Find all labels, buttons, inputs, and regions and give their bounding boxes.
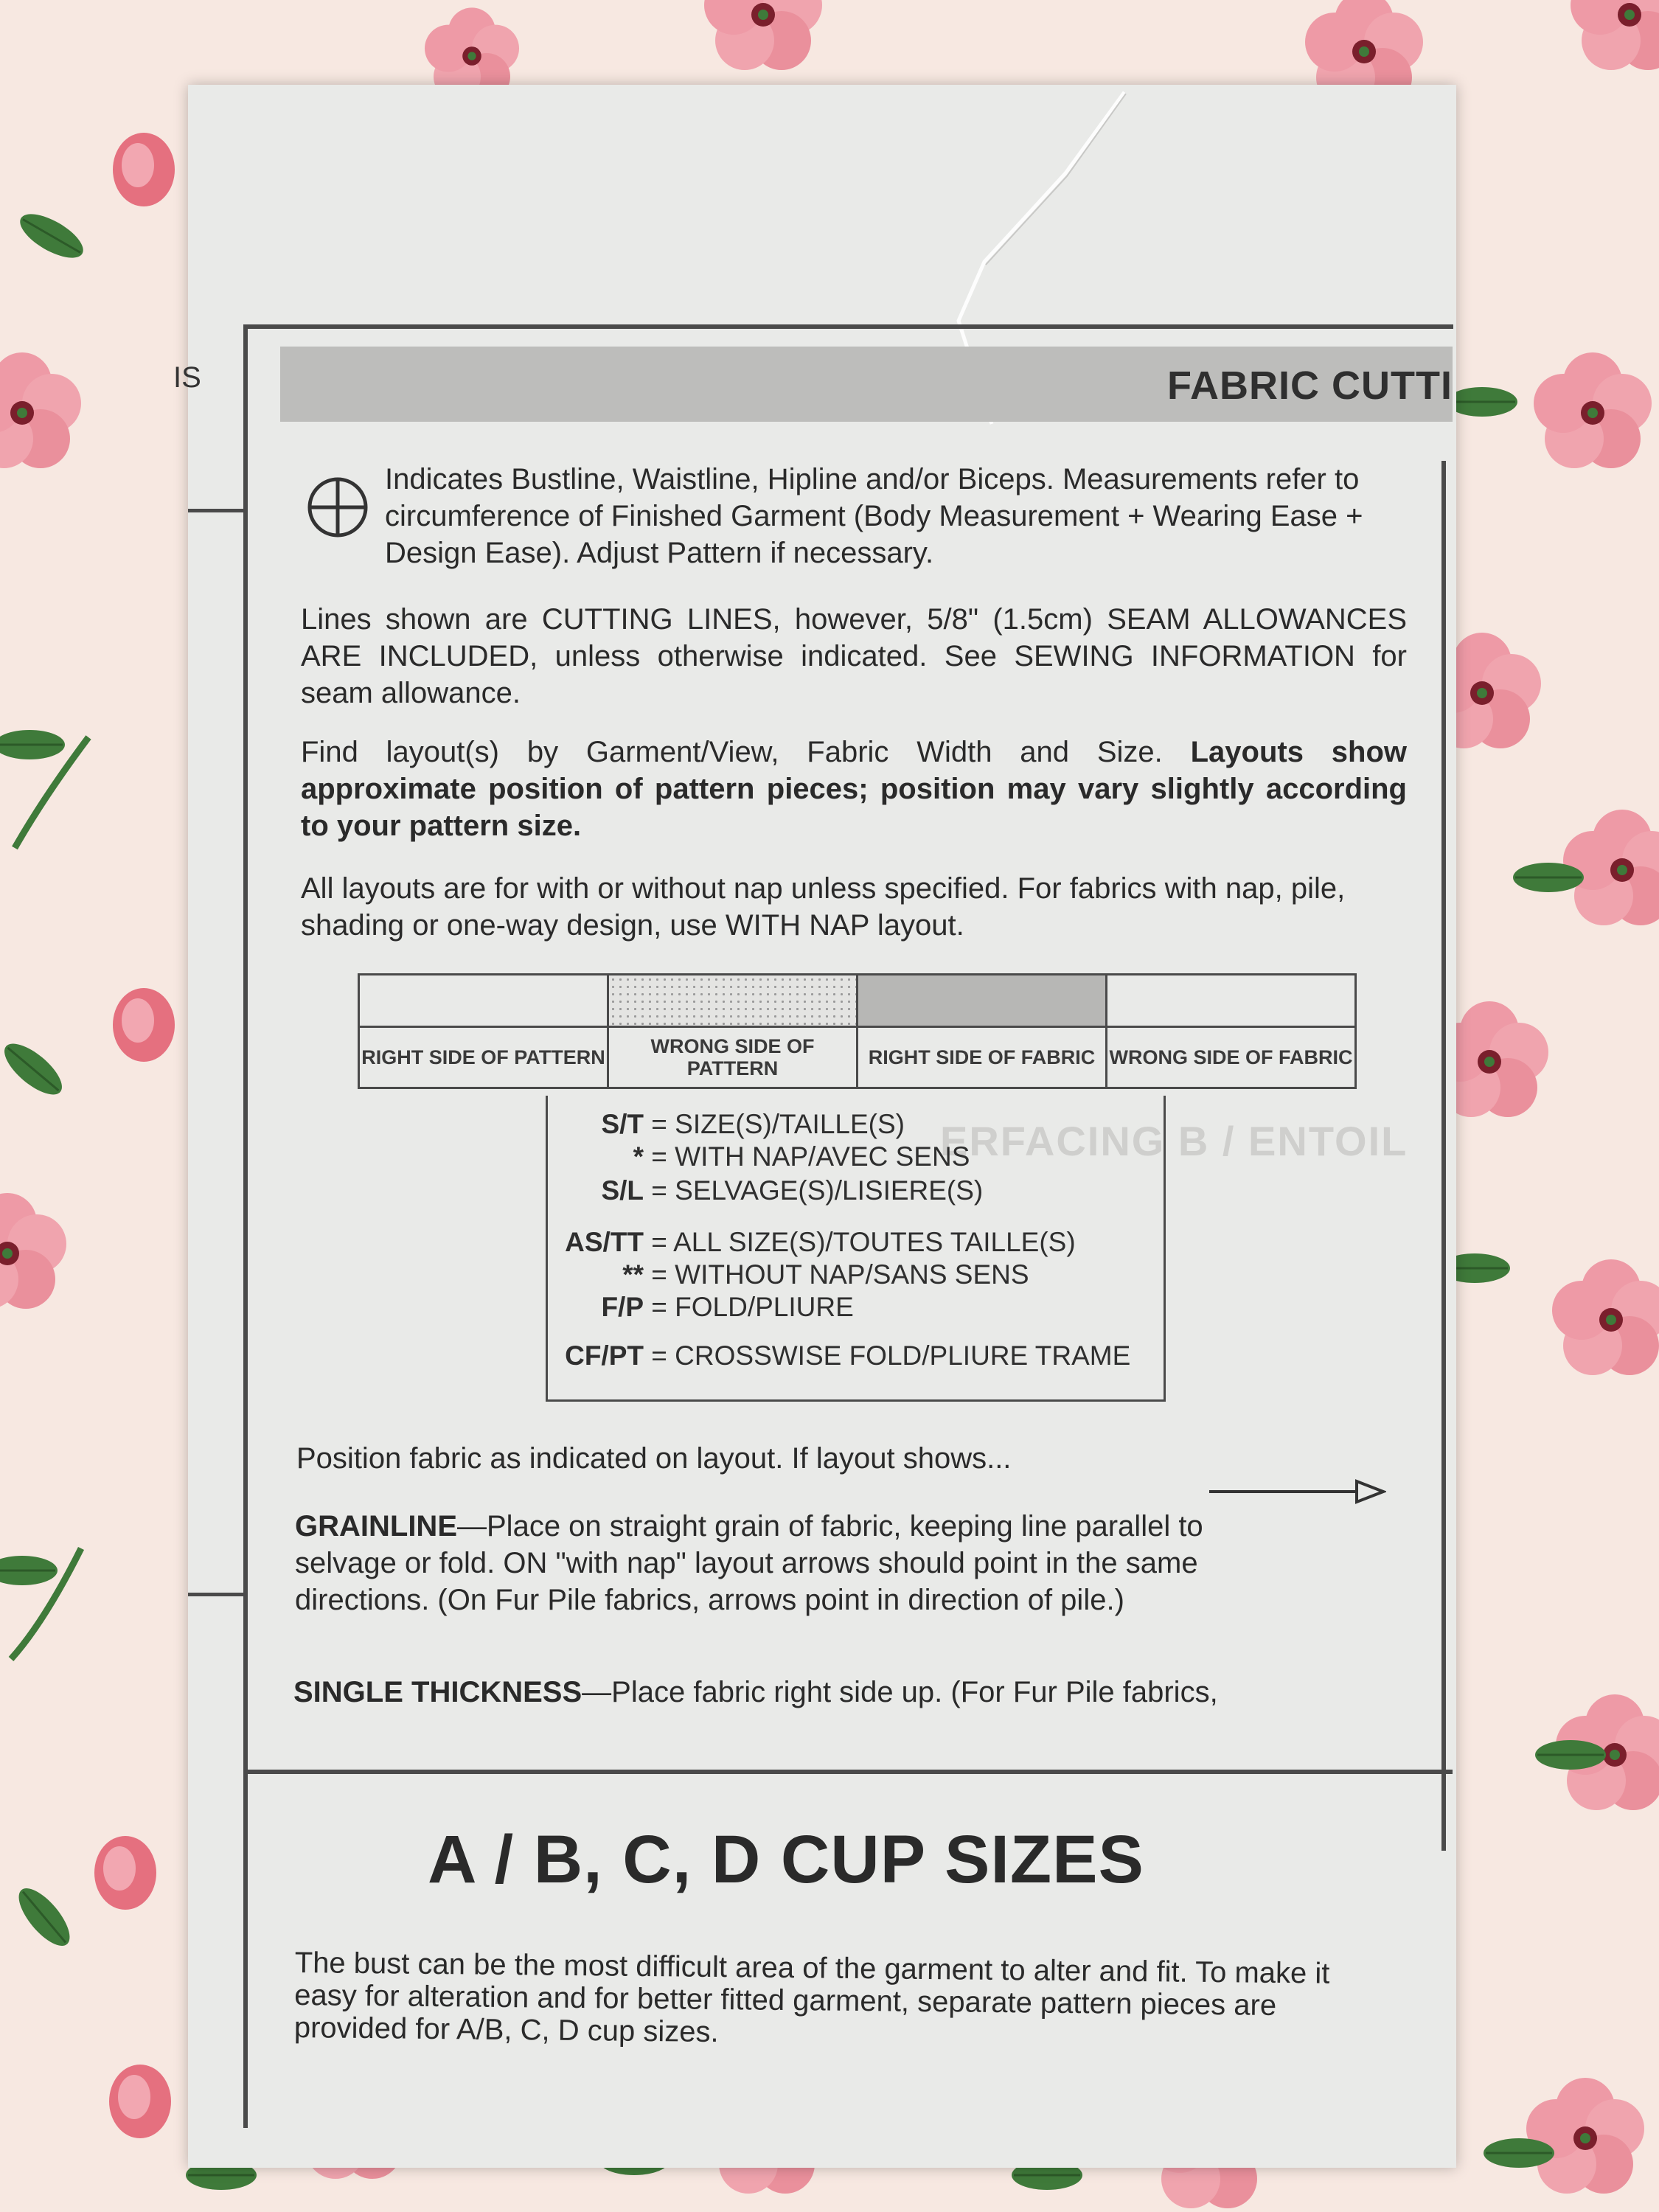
section-header-band	[280, 347, 1453, 422]
cup-sizes-text: The bust can be the most difficult area of the garment to alter and fit. To make it easy for alteration and for better fitted garment, separate pattern pieces are provided for A/B, C, D cup sizes.	[293, 1947, 1330, 2049]
swatch-wrong-fabric	[1107, 975, 1356, 1027]
legend-row	[548, 1227, 1076, 1258]
fabric-side-key	[358, 973, 1357, 1089]
legend-value: = WITH NAP/AVEC SENS	[651, 1141, 970, 1172]
cup-sizes-title: A / B, C, D CUP SIZES	[428, 1822, 1144, 1897]
swatch-right-pattern	[359, 975, 608, 1027]
grainline-note	[295, 1508, 1217, 1618]
pattern-instruction-sheet	[173, 85, 1456, 2168]
legend-key: AS/TT	[565, 1227, 644, 1257]
legend-key: CF/PT	[565, 1340, 644, 1371]
legend-row	[548, 1109, 905, 1140]
legend-value: = SELVAGE(S)/LISIERE(S)	[651, 1175, 984, 1206]
legend-value: = SIZE(S)/TAILLE(S)	[651, 1109, 905, 1139]
crosshair-icon	[306, 476, 369, 539]
swatch-label: WRONG SIDE OF PATTERN	[608, 1027, 858, 1088]
single-thickness-label: SINGLE THICKNESS	[293, 1676, 582, 1708]
edge-text-fragment: IS	[173, 361, 201, 394]
legend-value: = CROSSWISE FOLD/PLIURE TRAME	[651, 1340, 1131, 1371]
bustline-note: Indicates Bustline, Waistline, Hipline and/or Biceps. Measurements refer to circumference of Finished Garment (Body Measurement + Wearing Ease + Design Ease). Adjust Pattern if necessary.	[385, 463, 1363, 569]
legend-row	[548, 1259, 1029, 1290]
show-through-text: ERFACING B / ENTOIL	[940, 1118, 1408, 1164]
swatch-label: RIGHT SIDE OF PATTERN	[359, 1027, 608, 1088]
legend-row	[548, 1292, 854, 1323]
section-divider	[243, 1770, 1453, 1774]
find-layout-text: Find layout(s) by Garment/View, Fabric Width and Size.	[301, 736, 1191, 768]
legend-key: **	[622, 1259, 644, 1290]
grainline-label: GRAINLINE	[295, 1510, 457, 1543]
legend-key: F/P	[601, 1292, 644, 1322]
legend-row	[548, 1175, 983, 1206]
legend-key: S/L	[601, 1175, 644, 1206]
grainline-text: —Place on straight grain of fabric, keeping line parallel to selvage or fold. ON "with nap" layout arrows should point in the same directions. (On Fur Pile fabrics, arrows point in direction of pile.)	[295, 1510, 1203, 1616]
legend-key: *	[633, 1141, 644, 1172]
abbreviation-legend	[546, 1096, 1166, 1402]
legend-key: S/T	[601, 1109, 644, 1139]
legend-value: = ALL SIZE(S)/TOUTES TAILLE(S)	[651, 1227, 1076, 1257]
right-column-rule	[1441, 461, 1446, 1851]
legend-row	[548, 1340, 1130, 1371]
section-title: FABRIC CUTTI	[1167, 364, 1453, 408]
left-column-rule	[188, 1593, 247, 1596]
find-layout-note	[301, 734, 1407, 844]
grainline-arrow-icon	[1209, 1477, 1386, 1506]
single-thickness-note	[293, 1674, 1444, 1711]
swatch-right-fabric	[858, 975, 1107, 1027]
left-column-rule	[188, 509, 247, 512]
single-thickness-text: —Place fabric right side up. (For Fur Pile fabrics,	[582, 1676, 1218, 1708]
legend-value: = FOLD/PLIURE	[651, 1292, 854, 1322]
cutting-lines-note: Lines shown are CUTTING LINES, however, 5/8" (1.5cm) SEAM ALLOWANCES ARE INCLUDED, unless otherwise indicated. See SEWING INFORMATION for seam allowance.	[301, 603, 1407, 709]
find-layout-bold-text: Layouts show approximate position of pattern pieces; position may vary slightly according to your pattern size.	[301, 736, 1407, 842]
swatch-label: RIGHT SIDE OF FABRIC	[858, 1027, 1107, 1088]
legend-row	[548, 1141, 970, 1172]
swatch-label: WRONG SIDE OF FABRIC	[1107, 1027, 1356, 1088]
position-intro: Position fabric as indicated on layout. If layout shows...	[296, 1442, 1012, 1475]
nap-note: All layouts are for with or without nap unless specified. For fabrics with nap, pile, shading or one-way design, use WITH NAP layout.	[301, 872, 1346, 942]
swatch-wrong-pattern	[608, 975, 858, 1027]
legend-value: = WITHOUT NAP/SANS SENS	[651, 1259, 1029, 1290]
